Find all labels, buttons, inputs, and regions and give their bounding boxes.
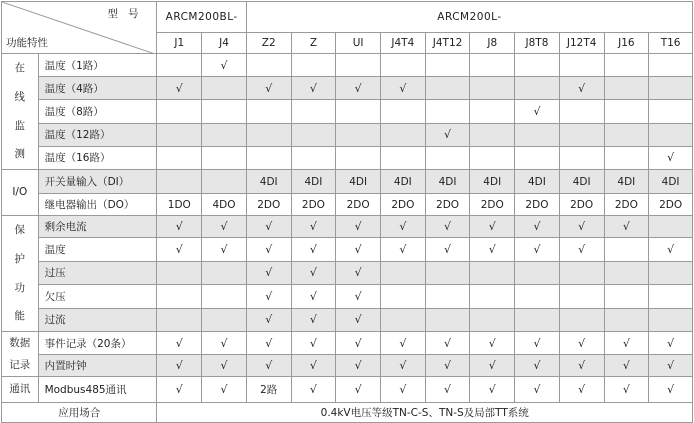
model-group-arcm200bl: ARCM200BL- — [157, 2, 246, 33]
header-group-row — [2, 2, 693, 33]
feature-label: 剩余电流 — [38, 216, 157, 238]
check-mark-cell: √ — [470, 332, 515, 355]
feature-label: Modbus485通讯 — [38, 377, 157, 403]
value-cell — [470, 54, 515, 77]
value-cell: 2DO — [425, 194, 470, 216]
check-mark-cell: √ — [604, 332, 649, 355]
check-mark-cell: √ — [202, 238, 247, 261]
feature-label: 温度（4路） — [38, 77, 157, 100]
feature-label: 温度（8路） — [38, 100, 157, 123]
value-cell — [202, 123, 247, 146]
category-char: 保 — [14, 224, 26, 236]
check-mark-cell: √ — [336, 216, 381, 238]
value-cell — [470, 285, 515, 308]
category-char: 记录 — [9, 359, 31, 371]
table-row — [2, 54, 693, 77]
table-row — [2, 285, 693, 308]
model-group-arcm200l: ARCM200L- — [246, 2, 692, 33]
check-mark-cell: √ — [291, 332, 336, 355]
value-cell: 2路 — [246, 377, 291, 403]
check-mark-cell: √ — [380, 377, 425, 403]
value-cell — [559, 54, 604, 77]
check-mark-cell: √ — [425, 123, 470, 146]
value-cell — [202, 261, 247, 284]
value-cell — [291, 123, 336, 146]
check-mark-cell: √ — [470, 216, 515, 238]
check-mark-cell: √ — [649, 355, 693, 377]
value-cell — [246, 100, 291, 123]
corner-feature-label: 功能特性 — [6, 37, 48, 49]
check-mark-cell: √ — [157, 77, 202, 100]
model-header-j8: J8 — [470, 33, 515, 54]
category-cell — [2, 216, 39, 332]
value-cell — [649, 261, 693, 284]
value-cell — [425, 146, 470, 169]
table-row — [2, 100, 693, 123]
value-cell: 4DI — [649, 170, 693, 194]
value-cell — [157, 261, 202, 284]
value-cell: 2DO — [604, 194, 649, 216]
check-mark-cell: √ — [246, 216, 291, 238]
table-row — [2, 123, 693, 146]
value-cell — [515, 123, 560, 146]
value-cell — [157, 285, 202, 308]
check-mark-cell: √ — [649, 146, 693, 169]
value-cell: 2DO — [246, 194, 291, 216]
check-mark-cell: √ — [291, 77, 336, 100]
value-cell — [336, 123, 381, 146]
table-row — [2, 332, 693, 355]
value-cell — [425, 77, 470, 100]
value-cell — [425, 308, 470, 331]
check-mark-cell: √ — [336, 332, 381, 355]
check-mark-cell: √ — [157, 216, 202, 238]
value-cell — [425, 54, 470, 77]
value-cell — [470, 123, 515, 146]
check-mark-cell: √ — [425, 377, 470, 403]
value-cell — [649, 54, 693, 77]
table-row — [2, 77, 693, 100]
table-row — [2, 377, 693, 403]
check-mark-cell: √ — [649, 332, 693, 355]
feature-label: 继电器输出（DO） — [38, 194, 157, 216]
check-mark-cell: √ — [515, 355, 560, 377]
value-cell — [470, 100, 515, 123]
check-mark-cell: √ — [559, 377, 604, 403]
feature-label: 欠压 — [38, 285, 157, 308]
check-mark-cell: √ — [336, 355, 381, 377]
table-row — [2, 238, 693, 261]
value-cell — [559, 261, 604, 284]
check-mark-cell: √ — [246, 355, 291, 377]
check-mark-cell: √ — [202, 377, 247, 403]
check-mark-cell: √ — [559, 77, 604, 100]
check-mark-cell: √ — [604, 355, 649, 377]
value-cell: 4DI — [515, 170, 560, 194]
application-value: 0.4kV电压等级TN-C-S、TN-S及局部TT系统 — [157, 403, 693, 423]
check-mark-cell: √ — [425, 355, 470, 377]
value-cell — [336, 100, 381, 123]
value-cell: 2DO — [470, 194, 515, 216]
value-cell — [157, 308, 202, 331]
value-cell — [559, 146, 604, 169]
value-cell — [559, 123, 604, 146]
check-mark-cell: √ — [604, 216, 649, 238]
feature-label: 温度（16路） — [38, 146, 157, 169]
footer-row — [2, 403, 693, 423]
value-cell — [202, 285, 247, 308]
value-cell: 4DI — [336, 170, 381, 194]
value-cell — [559, 308, 604, 331]
category-char: 能 — [14, 310, 26, 323]
check-mark-cell: √ — [559, 238, 604, 261]
table-row — [2, 216, 693, 238]
check-mark-cell: √ — [380, 77, 425, 100]
value-cell: 4DI — [291, 170, 336, 194]
check-mark-cell: √ — [157, 238, 202, 261]
feature-label: 温度（12路） — [38, 123, 157, 146]
check-mark-cell: √ — [425, 216, 470, 238]
model-header-z: Z — [291, 33, 336, 54]
check-mark-cell: √ — [291, 308, 336, 331]
check-mark-cell: √ — [470, 238, 515, 261]
value-cell: 4DO — [202, 194, 247, 216]
check-mark-cell: √ — [202, 216, 247, 238]
check-mark-cell: √ — [559, 355, 604, 377]
check-mark-cell: √ — [246, 77, 291, 100]
value-cell — [425, 261, 470, 284]
value-cell: 4DI — [246, 170, 291, 194]
category-cell: I/O — [2, 170, 39, 216]
check-mark-cell: √ — [157, 355, 202, 377]
value-cell — [425, 285, 470, 308]
category-char: 线 — [14, 90, 26, 103]
category-cell — [2, 54, 39, 170]
model-header-j12t4: J12T4 — [559, 33, 604, 54]
value-cell — [202, 170, 247, 194]
value-cell: 1DO — [157, 194, 202, 216]
check-mark-cell: √ — [425, 238, 470, 261]
value-cell — [470, 308, 515, 331]
header-corner-cell — [2, 2, 157, 54]
value-cell — [649, 216, 693, 238]
value-cell — [202, 100, 247, 123]
value-cell — [246, 54, 291, 77]
value-cell — [515, 77, 560, 100]
check-mark-cell: √ — [336, 77, 381, 100]
check-mark-cell: √ — [157, 377, 202, 403]
check-mark-cell: √ — [515, 216, 560, 238]
check-mark-cell: √ — [336, 261, 381, 284]
check-mark-cell: √ — [470, 377, 515, 403]
table-row — [2, 170, 693, 194]
check-mark-cell: √ — [380, 332, 425, 355]
feature-label: 事件记录（20条） — [38, 332, 157, 355]
check-mark-cell: √ — [291, 261, 336, 284]
check-mark-cell: √ — [246, 308, 291, 331]
value-cell — [604, 100, 649, 123]
value-cell: 4DI — [604, 170, 649, 194]
feature-label: 开关量输入（DI） — [38, 170, 157, 194]
model-header-ui: UI — [336, 33, 381, 54]
model-header-j4t12: J4T12 — [425, 33, 470, 54]
value-cell — [515, 146, 560, 169]
check-mark-cell: √ — [246, 332, 291, 355]
model-feature-table — [1, 1, 693, 423]
value-cell: 2DO — [649, 194, 693, 216]
value-cell: 2DO — [380, 194, 425, 216]
value-cell — [246, 123, 291, 146]
model-header-z2: Z2 — [246, 33, 291, 54]
feature-label: 温度（1路） — [38, 54, 157, 77]
check-mark-cell: √ — [380, 238, 425, 261]
model-header-j8t8: J8T8 — [515, 33, 560, 54]
model-header-j16: J16 — [604, 33, 649, 54]
feature-label: 过流 — [38, 308, 157, 331]
value-cell: 4DI — [470, 170, 515, 194]
value-cell — [380, 308, 425, 331]
value-cell — [604, 54, 649, 77]
spec-table-container — [1, 1, 693, 419]
value-cell: 4DI — [425, 170, 470, 194]
check-mark-cell: √ — [604, 377, 649, 403]
feature-label: 内置时钟 — [38, 355, 157, 377]
value-cell — [202, 146, 247, 169]
check-mark-cell: √ — [291, 355, 336, 377]
value-cell — [380, 285, 425, 308]
category-cell — [2, 332, 39, 377]
value-cell — [604, 77, 649, 100]
value-cell — [336, 146, 381, 169]
check-mark-cell: √ — [515, 332, 560, 355]
check-mark-cell: √ — [291, 377, 336, 403]
check-mark-cell: √ — [336, 377, 381, 403]
value-cell — [515, 285, 560, 308]
check-mark-cell: √ — [649, 377, 693, 403]
check-mark-cell: √ — [380, 216, 425, 238]
check-mark-cell: √ — [515, 100, 560, 123]
value-cell — [380, 123, 425, 146]
value-cell — [157, 123, 202, 146]
check-mark-cell: √ — [515, 377, 560, 403]
value-cell — [604, 308, 649, 331]
value-cell — [157, 146, 202, 169]
value-cell — [649, 123, 693, 146]
value-cell — [470, 261, 515, 284]
value-cell — [649, 285, 693, 308]
check-mark-cell: √ — [291, 285, 336, 308]
value-cell — [515, 54, 560, 77]
value-cell — [380, 54, 425, 77]
check-mark-cell: √ — [470, 355, 515, 377]
value-cell: 4DI — [559, 170, 604, 194]
value-cell — [157, 170, 202, 194]
value-cell — [425, 100, 470, 123]
value-cell — [380, 146, 425, 169]
value-cell — [202, 77, 247, 100]
value-cell — [649, 100, 693, 123]
value-cell — [604, 285, 649, 308]
feature-label: 过压 — [38, 261, 157, 284]
check-mark-cell: √ — [202, 355, 247, 377]
value-cell: 2DO — [336, 194, 381, 216]
check-mark-cell: √ — [559, 216, 604, 238]
value-cell: 2DO — [515, 194, 560, 216]
check-mark-cell: √ — [291, 238, 336, 261]
check-mark-cell: √ — [202, 332, 247, 355]
check-mark-cell: √ — [336, 238, 381, 261]
check-mark-cell: √ — [649, 238, 693, 261]
value-cell — [470, 146, 515, 169]
value-cell — [291, 146, 336, 169]
check-mark-cell: √ — [202, 54, 247, 77]
value-cell — [604, 238, 649, 261]
category-char: 监 — [14, 119, 26, 132]
model-header-j4t4: J4T4 — [380, 33, 425, 54]
value-cell — [559, 100, 604, 123]
value-cell — [649, 308, 693, 331]
check-mark-cell: √ — [246, 285, 291, 308]
table-row — [2, 355, 693, 377]
value-cell — [604, 261, 649, 284]
value-cell: 4DI — [380, 170, 425, 194]
value-cell — [157, 54, 202, 77]
category-char: 在 — [14, 62, 26, 74]
value-cell — [515, 261, 560, 284]
value-cell — [380, 100, 425, 123]
check-mark-cell: √ — [246, 261, 291, 284]
value-cell — [246, 146, 291, 169]
check-mark-cell: √ — [157, 332, 202, 355]
check-mark-cell: √ — [246, 238, 291, 261]
value-cell: 2DO — [559, 194, 604, 216]
application-label: 应用场合 — [2, 403, 157, 423]
category-char: 测 — [14, 148, 26, 161]
corner-model-label: 型号 — [107, 8, 149, 20]
table-row — [2, 146, 693, 169]
table-row — [2, 194, 693, 216]
category-char: 数据 — [9, 337, 31, 349]
value-cell — [291, 54, 336, 77]
table-row — [2, 308, 693, 331]
model-header-j4: J4 — [202, 33, 247, 54]
value-cell — [649, 77, 693, 100]
check-mark-cell: √ — [336, 285, 381, 308]
value-cell: 2DO — [291, 194, 336, 216]
value-cell — [470, 77, 515, 100]
check-mark-cell: √ — [515, 238, 560, 261]
value-cell — [604, 123, 649, 146]
check-mark-cell: √ — [336, 308, 381, 331]
check-mark-cell: √ — [380, 355, 425, 377]
category-cell: 通讯 — [2, 377, 39, 403]
check-mark-cell: √ — [291, 216, 336, 238]
value-cell — [336, 54, 381, 77]
category-char: 功 — [14, 281, 26, 294]
value-cell — [515, 308, 560, 331]
feature-label: 温度 — [38, 238, 157, 261]
value-cell — [202, 308, 247, 331]
check-mark-cell: √ — [425, 332, 470, 355]
model-header-t16: T16 — [649, 33, 693, 54]
model-header-j1: J1 — [157, 33, 202, 54]
value-cell — [380, 261, 425, 284]
category-char: 护 — [14, 252, 26, 265]
value-cell — [559, 285, 604, 308]
value-cell — [157, 100, 202, 123]
table-row — [2, 261, 693, 284]
value-cell — [604, 146, 649, 169]
check-mark-cell: √ — [559, 332, 604, 355]
value-cell — [291, 100, 336, 123]
